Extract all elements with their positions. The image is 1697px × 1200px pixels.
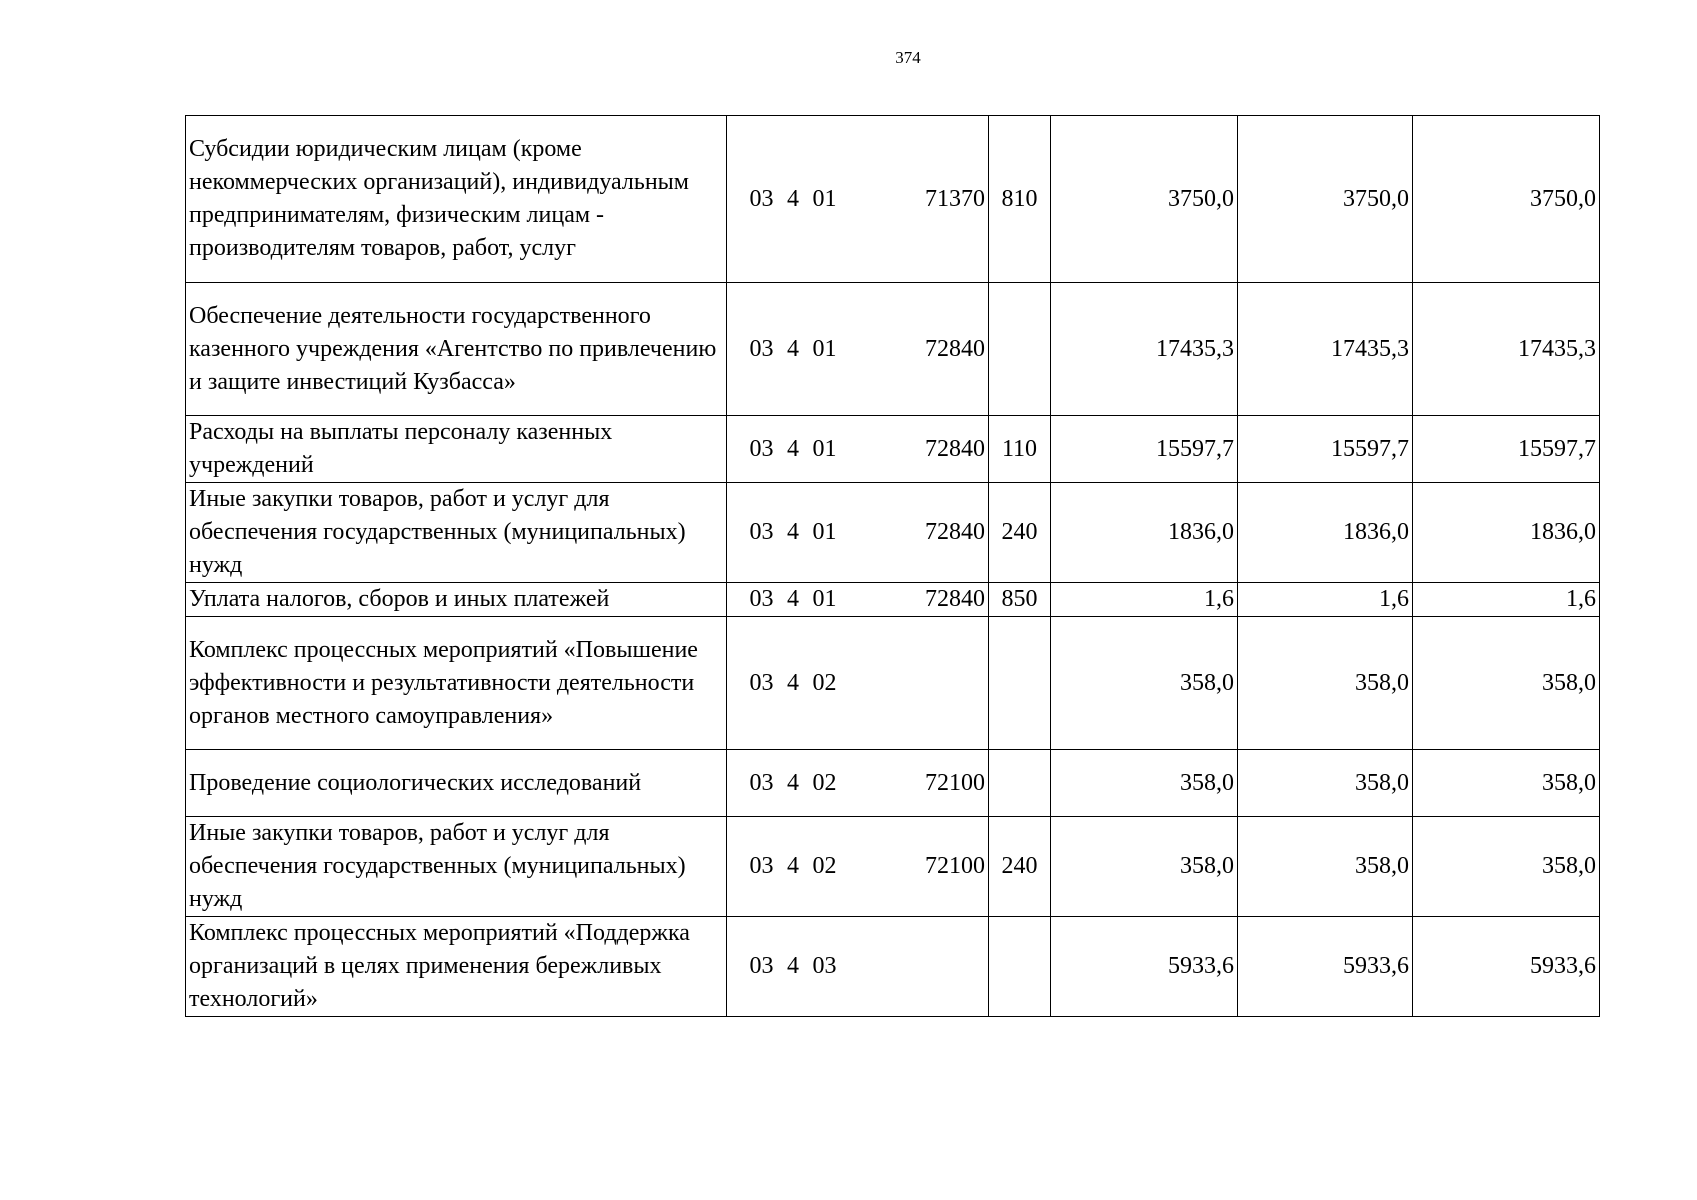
program-code: 03 [727,116,777,283]
amount-year-1: 1836,0 [1051,483,1238,583]
expense-type-code [989,917,1051,1017]
amount-year-3: 17435,3 [1413,283,1600,416]
table-row [186,483,1600,583]
main-event-code: 01 [810,283,860,416]
amount-year-3: 3750,0 [1413,116,1600,283]
expense-type-code [989,283,1051,416]
subprogram-code: 4 [777,917,810,1017]
amount-year-1: 1,6 [1051,583,1238,617]
amount-year-2: 15597,7 [1238,416,1413,483]
main-event-code: 03 [810,917,860,1017]
main-event-code: 01 [810,116,860,283]
main-event-code: 01 [810,416,860,483]
main-event-code: 01 [810,583,860,617]
table-row [186,750,1600,817]
subprogram-code: 4 [777,416,810,483]
direction-code: 72840 [860,483,989,583]
expense-name: Обеспечение деятельности государственного казенного учреждения «Агентство по привлечению и защите инвестиций Кузбасса» [186,283,727,416]
program-code: 03 [727,283,777,416]
direction-code [860,917,989,1017]
amount-year-1: 3750,0 [1051,116,1238,283]
amount-year-2: 1836,0 [1238,483,1413,583]
expense-type-code: 240 [989,483,1051,583]
amount-year-2: 5933,6 [1238,917,1413,1017]
direction-code: 71370 [860,116,989,283]
expense-name: Уплата налогов, сборов и иных платежей [186,583,727,617]
amount-year-1: 358,0 [1051,617,1238,750]
subprogram-code: 4 [777,283,810,416]
subprogram-code: 4 [777,583,810,617]
amount-year-3: 5933,6 [1413,917,1600,1017]
table-row [186,283,1600,416]
expense-type-code: 240 [989,817,1051,917]
amount-year-1: 358,0 [1051,817,1238,917]
amount-year-1: 17435,3 [1051,283,1238,416]
main-event-code: 02 [810,617,860,750]
subprogram-code: 4 [777,483,810,583]
amount-year-3: 1,6 [1413,583,1600,617]
main-event-code: 02 [810,750,860,817]
direction-code: 72100 [860,750,989,817]
program-code: 03 [727,483,777,583]
amount-year-3: 358,0 [1413,750,1600,817]
expense-type-code: 810 [989,116,1051,283]
table-row [186,416,1600,483]
expense-type-code [989,750,1051,817]
table-row [186,116,1600,283]
direction-code [860,617,989,750]
amount-year-2: 358,0 [1238,817,1413,917]
amount-year-1: 15597,7 [1051,416,1238,483]
subprogram-code: 4 [777,750,810,817]
amount-year-1: 5933,6 [1051,917,1238,1017]
expense-name: Комплекс процессных мероприятий «Поддержка организаций в целях применения бережливых технологий» [186,917,727,1017]
table-row [186,583,1600,617]
direction-code: 72100 [860,817,989,917]
amount-year-2: 17435,3 [1238,283,1413,416]
expense-name: Проведение социологических исследований [186,750,727,817]
program-code: 03 [727,583,777,617]
subprogram-code: 4 [777,617,810,750]
main-event-code: 02 [810,817,860,917]
program-code: 03 [727,750,777,817]
amount-year-1: 358,0 [1051,750,1238,817]
expense-name: Иные закупки товаров, работ и услуг для обеспечения государственных (муниципальных) нужд [186,483,727,583]
budget-table [185,115,1600,1017]
table-row [186,817,1600,917]
amount-year-3: 358,0 [1413,817,1600,917]
amount-year-2: 358,0 [1238,617,1413,750]
direction-code: 72840 [860,583,989,617]
table-row [186,617,1600,750]
program-code: 03 [727,817,777,917]
table-row [186,917,1600,1017]
main-event-code: 01 [810,483,860,583]
expense-name: Расходы на выплаты персоналу казенных учреждений [186,416,727,483]
page-number: 374 [895,48,921,67]
direction-code: 72840 [860,416,989,483]
subprogram-code: 4 [777,116,810,283]
expense-type-code [989,617,1051,750]
amount-year-3: 15597,7 [1413,416,1600,483]
expense-type-code: 850 [989,583,1051,617]
amount-year-2: 1,6 [1238,583,1413,617]
expense-name: Иные закупки товаров, работ и услуг для обеспечения государственных (муниципальных) нужд [186,817,727,917]
program-code: 03 [727,617,777,750]
subprogram-code: 4 [777,817,810,917]
amount-year-3: 358,0 [1413,617,1600,750]
program-code: 03 [727,416,777,483]
amount-year-3: 1836,0 [1413,483,1600,583]
expense-type-code: 110 [989,416,1051,483]
expense-name: Комплекс процессных мероприятий «Повышение эффективности и результативности деятельности органов местного самоуправления» [186,617,727,750]
amount-year-2: 3750,0 [1238,116,1413,283]
amount-year-2: 358,0 [1238,750,1413,817]
table-body [186,116,1600,1017]
program-code: 03 [727,917,777,1017]
expense-name: Субсидии юридическим лицам (кроме некоммерческих организаций), индивидуальным предпринимателям, физическим лицам - производителям товаров, работ, услуг [186,116,727,283]
direction-code: 72840 [860,283,989,416]
